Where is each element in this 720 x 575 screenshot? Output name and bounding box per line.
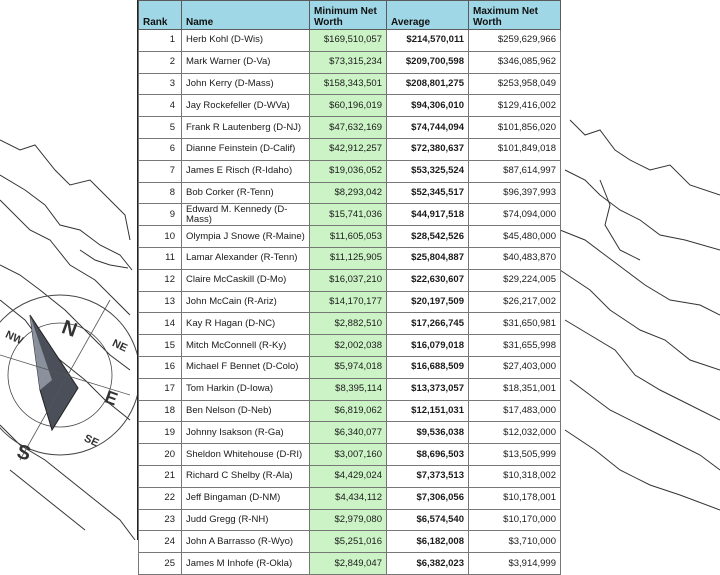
table-row [139, 117, 561, 139]
min-net-worth-cell: $73,315,234 [310, 51, 387, 73]
average-cell: $16,688,509 [387, 356, 469, 378]
name-cell: John Kerry (D-Mass) [182, 73, 310, 95]
average-cell: $94,306,010 [387, 95, 469, 117]
net-worth-table-container [137, 0, 561, 569]
name-cell: Lamar Alexander (R-Tenn) [182, 247, 310, 269]
average-cell: $6,574,540 [387, 509, 469, 531]
min-net-worth-cell: $8,293,042 [310, 182, 387, 204]
table-row [139, 247, 561, 269]
table-row [139, 378, 561, 400]
max-net-worth-cell: $129,416,002 [469, 95, 561, 117]
average-cell: $20,197,509 [387, 291, 469, 313]
rank-cell: 12 [139, 269, 182, 291]
min-net-worth-cell: $2,979,080 [310, 509, 387, 531]
rank-cell: 17 [139, 378, 182, 400]
compass-south-label: S [14, 440, 34, 466]
max-net-worth-cell: $3,914,999 [469, 553, 561, 575]
name-cell: Bob Corker (R-Tenn) [182, 182, 310, 204]
min-net-worth-cell: $19,036,052 [310, 160, 387, 182]
max-net-worth-cell: $31,650,981 [469, 313, 561, 335]
max-net-worth-cell: $96,397,993 [469, 182, 561, 204]
name-cell: Frank R Lautenberg (D-NJ) [182, 117, 310, 139]
min-net-worth-cell: $2,002,038 [310, 335, 387, 357]
table-row [139, 400, 561, 422]
min-net-worth-cell: $5,974,018 [310, 356, 387, 378]
rank-cell: 7 [139, 160, 182, 182]
name-cell: John McCain (R-Ariz) [182, 291, 310, 313]
max-net-worth-cell: $31,655,998 [469, 335, 561, 357]
table-row [139, 313, 561, 335]
min-net-worth-cell: $6,340,077 [310, 422, 387, 444]
rank-cell: 23 [139, 509, 182, 531]
name-cell: James E Risch (R-Idaho) [182, 160, 310, 182]
max-net-worth-cell: $13,505,999 [469, 444, 561, 466]
average-cell: $13,373,057 [387, 378, 469, 400]
rank-cell: 14 [139, 313, 182, 335]
name-cell: Mitch McConnell (R-Ky) [182, 335, 310, 357]
header-rank: Rank [139, 1, 182, 30]
table-row [139, 160, 561, 182]
rank-cell: 21 [139, 465, 182, 487]
min-net-worth-cell: $47,632,169 [310, 117, 387, 139]
rank-cell: 15 [139, 335, 182, 357]
header-average: Average [387, 1, 469, 30]
average-cell: $7,373,513 [387, 465, 469, 487]
average-cell: $22,630,607 [387, 269, 469, 291]
rank-cell: 18 [139, 400, 182, 422]
average-cell: $6,182,008 [387, 531, 469, 553]
table-row [139, 30, 561, 52]
min-net-worth-cell: $14,170,177 [310, 291, 387, 313]
average-cell: $8,696,503 [387, 444, 469, 466]
average-cell: $7,306,056 [387, 487, 469, 509]
rank-cell: 8 [139, 182, 182, 204]
name-cell: Jay Rockefeller (D-WVa) [182, 95, 310, 117]
net-worth-table [138, 0, 561, 575]
rank-cell: 20 [139, 444, 182, 466]
table-row [139, 465, 561, 487]
average-cell: $16,079,018 [387, 335, 469, 357]
rank-cell: 2 [139, 51, 182, 73]
name-cell: Jeff Bingaman (D-NM) [182, 487, 310, 509]
min-net-worth-cell: $2,882,510 [310, 313, 387, 335]
average-cell: $9,536,038 [387, 422, 469, 444]
table-row [139, 531, 561, 553]
name-cell: Edward M. Kennedy (D-Mass) [182, 204, 310, 226]
min-net-worth-cell: $4,434,112 [310, 487, 387, 509]
max-net-worth-cell: $10,178,001 [469, 487, 561, 509]
max-net-worth-cell: $346,085,962 [469, 51, 561, 73]
average-cell: $52,345,517 [387, 182, 469, 204]
compass-ne-label: NE [110, 337, 130, 355]
average-cell: $209,700,598 [387, 51, 469, 73]
name-cell: Judd Gregg (R-NH) [182, 509, 310, 531]
max-net-worth-cell: $26,217,002 [469, 291, 561, 313]
table-row [139, 138, 561, 160]
rank-cell: 16 [139, 356, 182, 378]
max-net-worth-cell: $101,849,018 [469, 138, 561, 160]
max-net-worth-cell: $17,483,000 [469, 400, 561, 422]
min-net-worth-cell: $4,429,024 [310, 465, 387, 487]
rank-cell: 1 [139, 30, 182, 52]
rank-cell: 25 [139, 553, 182, 575]
average-cell: $6,382,023 [387, 553, 469, 575]
min-net-worth-cell: $11,605,053 [310, 226, 387, 248]
average-cell: $25,804,887 [387, 247, 469, 269]
average-cell: $208,801,275 [387, 73, 469, 95]
rank-cell: 3 [139, 73, 182, 95]
average-cell: $28,542,526 [387, 226, 469, 248]
rank-cell: 5 [139, 117, 182, 139]
rank-cell: 11 [139, 247, 182, 269]
table-row [139, 444, 561, 466]
compass-nw-label: NW [3, 328, 26, 348]
table-row [139, 487, 561, 509]
rank-cell: 13 [139, 291, 182, 313]
table-row [139, 335, 561, 357]
table-row [139, 356, 561, 378]
name-cell: Dianne Feinstein (D-Calif) [182, 138, 310, 160]
min-net-worth-cell: $5,251,016 [310, 531, 387, 553]
table-row [139, 51, 561, 73]
table-row [139, 553, 561, 575]
max-net-worth-cell: $18,351,001 [469, 378, 561, 400]
rank-cell: 19 [139, 422, 182, 444]
table-row [139, 422, 561, 444]
average-cell: $74,744,094 [387, 117, 469, 139]
max-net-worth-cell: $10,170,000 [469, 509, 561, 531]
rank-cell: 10 [139, 226, 182, 248]
name-cell: Kay R Hagan (D-NC) [182, 313, 310, 335]
name-cell: Johnny Isakson (R-Ga) [182, 422, 310, 444]
table-row [139, 226, 561, 248]
name-cell: Sheldon Whitehouse (D-RI) [182, 444, 310, 466]
header-min-net-worth: Minimum Net Worth [310, 1, 387, 30]
header-max-net-worth: Maximum Net Worth [469, 1, 561, 30]
max-net-worth-cell: $101,856,020 [469, 117, 561, 139]
min-net-worth-cell: $8,395,114 [310, 378, 387, 400]
average-cell: $72,380,637 [387, 138, 469, 160]
compass-east-label: E [102, 386, 121, 410]
name-cell: Ben Nelson (D-Neb) [182, 400, 310, 422]
max-net-worth-cell: $12,032,000 [469, 422, 561, 444]
max-net-worth-cell: $10,318,002 [469, 465, 561, 487]
min-net-worth-cell: $2,849,047 [310, 553, 387, 575]
rank-cell: 6 [139, 138, 182, 160]
table-row [139, 73, 561, 95]
rank-cell: 9 [139, 204, 182, 226]
max-net-worth-cell: $29,224,005 [469, 269, 561, 291]
rank-cell: 22 [139, 487, 182, 509]
average-cell: $12,151,031 [387, 400, 469, 422]
rank-cell: 4 [139, 95, 182, 117]
name-cell: Mark Warner (D-Va) [182, 51, 310, 73]
max-net-worth-cell: $259,629,966 [469, 30, 561, 52]
compass-north-label: N [58, 316, 80, 342]
table-body [139, 30, 561, 575]
max-net-worth-cell: $45,480,000 [469, 226, 561, 248]
table-row [139, 182, 561, 204]
compass-se-label: SE [82, 432, 101, 450]
max-net-worth-cell: $27,403,000 [469, 356, 561, 378]
average-cell: $214,570,011 [387, 30, 469, 52]
name-cell: Olympia J Snowe (R-Maine) [182, 226, 310, 248]
min-net-worth-cell: $6,819,062 [310, 400, 387, 422]
min-net-worth-cell: $3,007,160 [310, 444, 387, 466]
min-net-worth-cell: $11,125,905 [310, 247, 387, 269]
max-net-worth-cell: $3,710,000 [469, 531, 561, 553]
min-net-worth-cell: $42,912,257 [310, 138, 387, 160]
min-net-worth-cell: $15,741,036 [310, 204, 387, 226]
min-net-worth-cell: $60,196,019 [310, 95, 387, 117]
table-row [139, 509, 561, 531]
max-net-worth-cell: $74,094,000 [469, 204, 561, 226]
average-cell: $53,325,524 [387, 160, 469, 182]
name-cell: James M Inhofe (R-Okla) [182, 553, 310, 575]
table-header-row [139, 1, 561, 30]
average-cell: $44,917,518 [387, 204, 469, 226]
table-row [139, 291, 561, 313]
header-name: Name [182, 1, 310, 30]
rank-cell: 24 [139, 531, 182, 553]
name-cell: John A Barrasso (R-Wyo) [182, 531, 310, 553]
table-row [139, 269, 561, 291]
name-cell: Tom Harkin (D-Iowa) [182, 378, 310, 400]
table-row [139, 95, 561, 117]
max-net-worth-cell: $87,614,997 [469, 160, 561, 182]
average-cell: $17,266,745 [387, 313, 469, 335]
name-cell: Herb Kohl (D-Wis) [182, 30, 310, 52]
name-cell: Claire McCaskill (D-Mo) [182, 269, 310, 291]
table-row [139, 204, 561, 226]
min-net-worth-cell: $16,037,210 [310, 269, 387, 291]
max-net-worth-cell: $40,483,870 [469, 247, 561, 269]
name-cell: Richard C Shelby (R-Ala) [182, 465, 310, 487]
min-net-worth-cell: $169,510,057 [310, 30, 387, 52]
min-net-worth-cell: $158,343,501 [310, 73, 387, 95]
name-cell: Michael F Bennet (D-Colo) [182, 356, 310, 378]
max-net-worth-cell: $253,958,049 [469, 73, 561, 95]
